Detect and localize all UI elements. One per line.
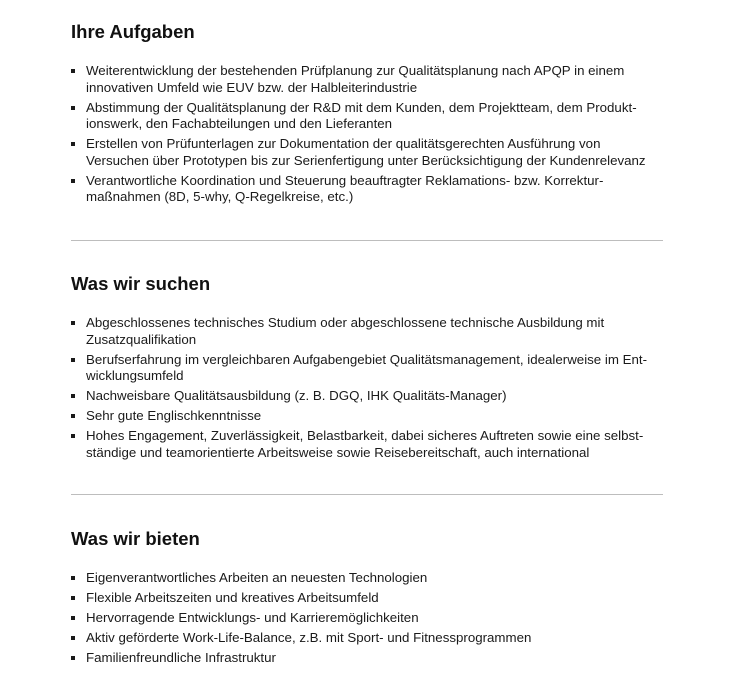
bullet-icon [71, 576, 75, 580]
list-item-text: Abgeschlossenes technisches Studium oder abgeschlossene technische Ausbildung mit Zusatzqualifikation [86, 315, 605, 347]
bullet-icon [71, 596, 75, 600]
list-item-text: Familienfreundliche Infrastruktur [86, 650, 276, 665]
list-item [71, 650, 663, 667]
list-item [71, 428, 663, 461]
bullet-icon [71, 179, 75, 183]
list-item [71, 408, 663, 425]
list-item-text: Sehr gute Englischkenntnisse [86, 408, 262, 423]
list-item [71, 100, 663, 133]
list-item-text: Abstimmung der Qualitätsplanung der R&D mit dem Kunden, dem Projektteam, dem Produktionswerk, den Fachabteilungen und den Lieferanten [86, 99, 637, 131]
section-was-wir-suchen [71, 273, 663, 465]
list-item-text: Nachweisbare Qualitätsausbildung (z. B. DGQ, IHK Qualitäts-Manager) [86, 388, 507, 403]
list-item [71, 630, 663, 647]
bullet-icon [71, 69, 75, 73]
list-item [71, 352, 663, 385]
section-title: Was wir bieten [71, 528, 200, 549]
list-item-text: Erstellen von Prüfunterlagen zur Dokumentation der qualitätsgerechten Ausführung von Versuchen über Prototypen bis zur Serienfertigung unter Berücksichtigung der Kundenrelevanz [86, 136, 646, 168]
list-item-text: Verantwortliche Koordination und Steuerung beauftragter Reklamations- bzw. Korrekturmaßnahmen (8D, 5-why, Q-Regelkreise, etc.) [86, 172, 604, 204]
bullet-icon [71, 636, 75, 640]
section-title: Was wir suchen [71, 273, 211, 294]
section-divider [71, 240, 663, 241]
list-item [71, 63, 663, 96]
list-item-text: Eigenverantwortliches Arbeiten an neuesten Technologien [86, 570, 428, 585]
list-item [71, 173, 663, 206]
list-item-text: Hervorragende Entwicklungs- und Karrieremöglichkeiten [86, 610, 419, 625]
section-was-wir-bieten [71, 528, 663, 670]
list-item-text: Flexible Arbeitszeiten und kreatives Arbeitsumfeld [86, 590, 379, 605]
section-ihre-aufgaben [71, 21, 663, 209]
list-item-text: Berufserfahrung im vergleichbaren Aufgabengebiet Qualitätsmanagement, idealerweise im Entwicklungsumfeld [86, 351, 648, 383]
list-item [71, 136, 663, 169]
bullet-icon [71, 414, 75, 418]
list-item [71, 388, 663, 405]
bullet-icon [71, 616, 75, 620]
list-item [71, 610, 663, 627]
bullet-icon [71, 321, 75, 325]
bullet-list [71, 570, 663, 667]
bullet-icon [71, 142, 75, 146]
list-item [71, 590, 663, 607]
bullet-list [71, 315, 663, 461]
bullet-icon [71, 656, 75, 660]
list-item [71, 315, 663, 348]
bullet-icon [71, 434, 75, 438]
section-divider [71, 494, 663, 495]
bullet-icon [71, 358, 75, 362]
bullet-list [71, 63, 663, 206]
list-item [71, 570, 663, 587]
list-item-text: Weiterentwicklung der bestehenden Prüfplanung zur Qualitätsplanung nach APQP in einem innovativen Umfeld wie EUV bzw. der Halbleiterindustrie [86, 63, 625, 95]
bullet-icon [71, 394, 75, 398]
section-title: Ihre Aufgaben [71, 21, 195, 42]
list-item-text: Aktiv geförderte Work-Life-Balance, z.B. mit Sport- und Fitnessprogrammen [86, 630, 532, 645]
bullet-icon [71, 106, 75, 110]
list-item-text: Hohes Engagement, Zuverlässigkeit, Belastbarkeit, dabei sicheres Auftreten sowie eine selbstständige und teamorientierte Arbeitsweise sowie Reisebereitschaft, auch international [86, 428, 644, 460]
